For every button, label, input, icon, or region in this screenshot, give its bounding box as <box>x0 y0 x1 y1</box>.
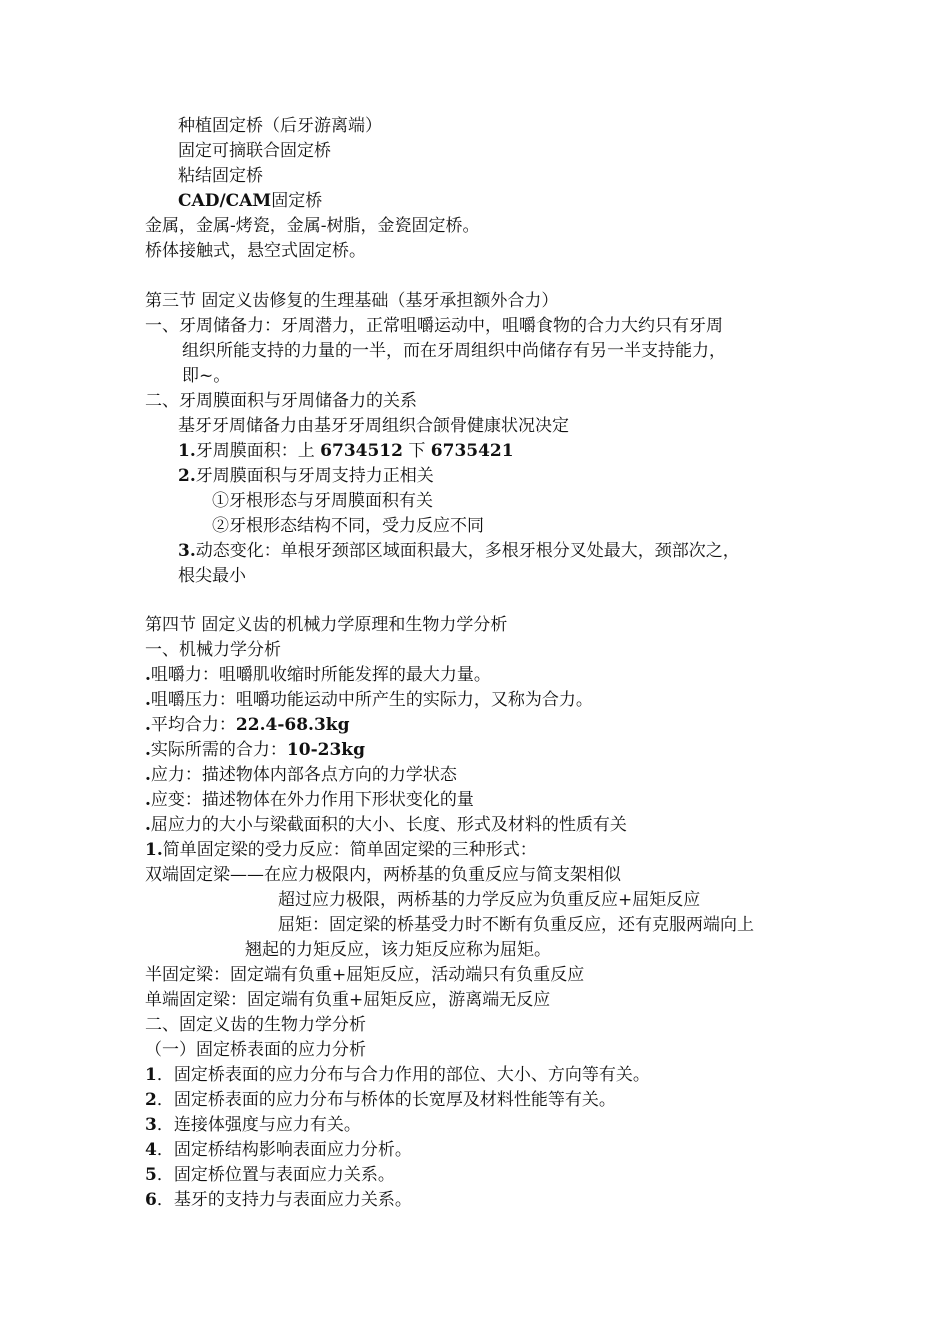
list-item: 1．固定桥表面的应力分布与合力作用的部位、大小、方向等有关。 <box>145 1065 650 1085</box>
text-line: 2.牙周膜面积与牙周支持力正相关 <box>178 466 434 486</box>
list-item: 5．固定桥位置与表面应力关系。 <box>145 1165 395 1185</box>
text-line: 超过应力极限，两桥基的力学反应为负重反应+屈矩反应 <box>278 890 701 910</box>
list-item: 4．固定桥结构影响表面应力分析。 <box>145 1140 412 1160</box>
text-line: CAD/CAM固定桥 <box>178 191 323 211</box>
text-line: ①牙根形态与牙周膜面积有关 <box>212 491 433 511</box>
text-line: .实际所需的合力：10-23kg <box>145 740 365 760</box>
text-line: 翘起的力矩反应，该力矩反应称为屈矩。 <box>245 940 551 960</box>
text-line: 一、牙周储备力：牙周潜力，正常咀嚼运动中，咀嚼食物的合力大约只有牙周 <box>145 316 723 336</box>
text-line: 一、机械力学分析 <box>145 640 281 660</box>
section-heading: 第三节 固定义齿修复的生理基础（基牙承担额外合力） <box>145 291 559 311</box>
text-line: 基牙牙周储备力由基牙牙周组织合颌骨健康状况决定 <box>178 416 569 436</box>
text-line: ②牙根形态结构不同，受力反应不同 <box>212 516 484 536</box>
text-line: 1.牙周膜面积：上 6734512 下 6735421 <box>178 441 514 461</box>
text-line: .咀嚼力：咀嚼肌收缩时所能发挥的最大力量。 <box>145 665 491 685</box>
text-line: .屈应力的大小与梁截面积的大小、长度、形式及材料的性质有关 <box>145 815 627 835</box>
text-line: 粘结固定桥 <box>178 166 263 186</box>
text-line: 双端固定梁——在应力极限内，两桥基的负重反应与简支架相似 <box>145 865 621 885</box>
text-line: 3.动态变化：单根牙颈部区域面积最大，多根牙根分叉处最大，颈部次之， <box>178 541 740 561</box>
text-line: 屈矩：固定梁的桥基受力时不断有负重反应，还有克服两端向上 <box>278 915 754 935</box>
text-line: .应力：描述物体内部各点方向的力学状态 <box>145 765 457 785</box>
text-line: （一）固定桥表面的应力分析 <box>145 1040 366 1060</box>
text-line: 种植固定桥（后牙游离端） <box>178 116 382 136</box>
list-item: 3．连接体强度与应力有关。 <box>145 1115 361 1135</box>
list-item: 2．固定桥表面的应力分布与桥体的长宽厚及材料性能等有关。 <box>145 1090 616 1110</box>
text-line: 1.简单固定梁的受力反应：简单固定梁的三种形式： <box>145 840 537 860</box>
text-line: 组织所能支持的力量的一半，而在牙周组织中尚储存有另一半支持能力， <box>182 341 726 361</box>
text-line: 半固定梁：固定端有负重+屈矩反应，活动端只有负重反应 <box>145 965 585 985</box>
text-line: 二、牙周膜面积与牙周储备力的关系 <box>145 391 417 411</box>
text-line: .咀嚼压力：咀嚼功能运动中所产生的实际力，又称为合力。 <box>145 690 593 710</box>
text-line: 固定可摘联合固定桥 <box>178 141 331 161</box>
text-line: 金属，金属-烤瓷，金属-树脂，金瓷固定桥。 <box>145 216 480 236</box>
list-item: 6．基牙的支持力与表面应力关系。 <box>145 1190 412 1210</box>
text-line: .平均合力：22.4-68.3kg <box>145 715 350 735</box>
text-line: 二、固定义齿的生物力学分析 <box>145 1015 366 1035</box>
text-line: .应变：描述物体在外力作用下形状变化的量 <box>145 790 474 810</box>
text-line: 根尖最小 <box>178 566 246 586</box>
text-line: 单端固定梁：固定端有负重+屈矩反应，游离端无反应 <box>145 990 551 1010</box>
section-heading: 第四节 固定义齿的机械力学原理和生物力学分析 <box>145 615 508 635</box>
text-line: 桥体接触式，悬空式固定桥。 <box>145 241 366 261</box>
text-line: 即~。 <box>182 366 231 386</box>
